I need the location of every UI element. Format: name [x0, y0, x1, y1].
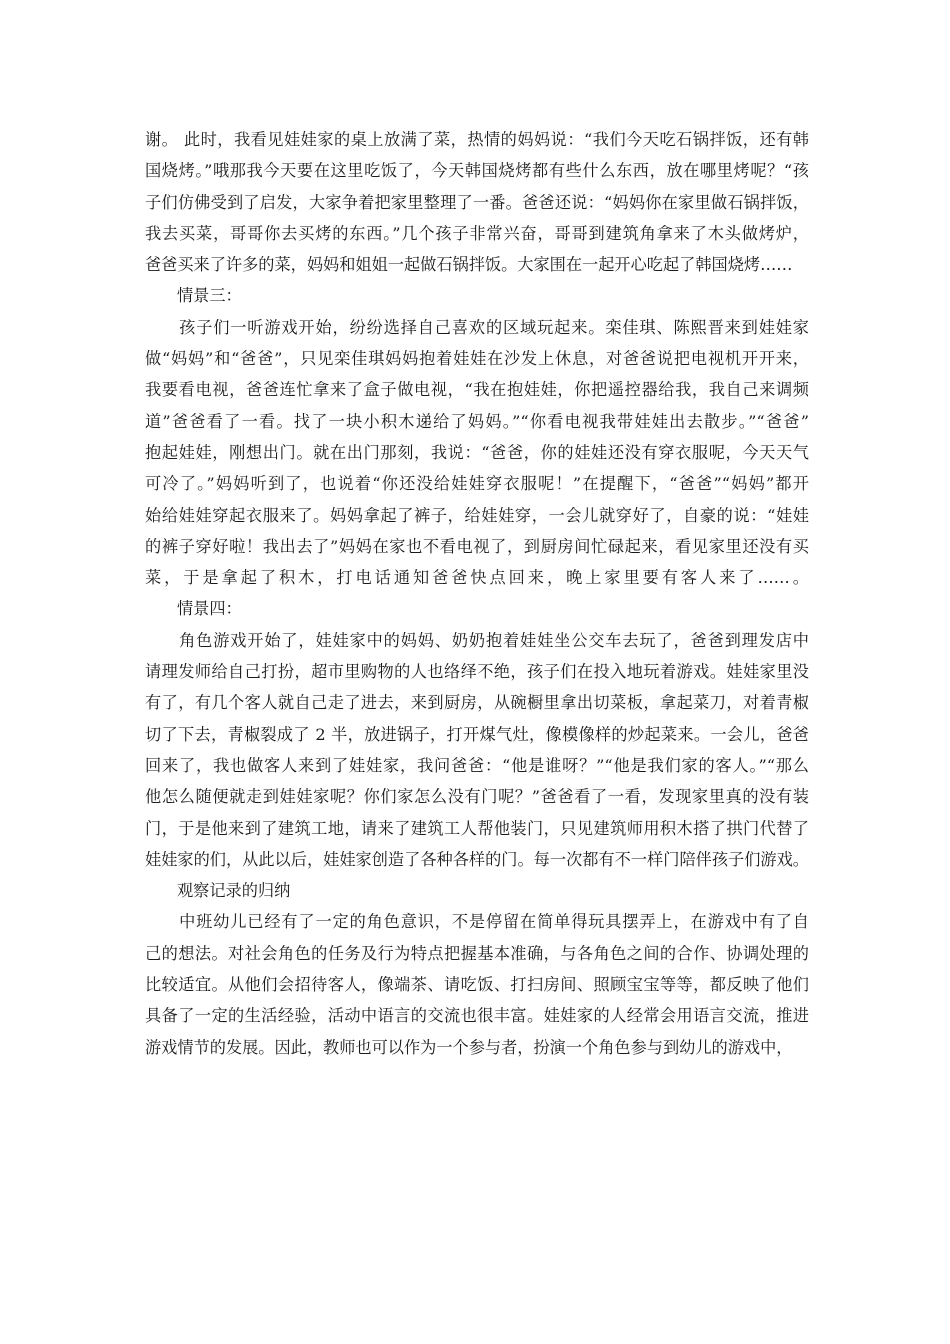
paragraph	[145, 124, 809, 280]
text-line: 我去买菜，哥哥你去买烤的东西。”几个孩子非常兴奋，哥哥到建筑角拿来了木头做烤炉，	[145, 223, 809, 243]
section-heading: 情景三：	[177, 286, 242, 306]
text-line: 游戏情节的发展。因此，教师也可以作为一个参与者，扮演一个角色参与到幼儿的游戏中，	[145, 1037, 793, 1057]
text-line: 请理发师给自己打扮，超市里购物的人也络绎不绝，孩子们在投入地玩着游戏。娃娃家里没	[145, 662, 809, 682]
text-line: 具备了一定的生活经验，活动中语言的交流也很丰富。娃娃家的人经常会用语言交流，推进	[145, 1006, 809, 1026]
text-line: 道”爸爸看了一看。找了一块小积木递给了妈妈。”“你看电视我带娃娃出去散步。”“爸爸”	[145, 411, 809, 431]
paragraph	[145, 312, 809, 594]
text-line: 爸爸买来了许多的菜，妈妈和姐姐一起做石锅拌饭。大家围在一起开心吃起了韩国烧烤……	[145, 255, 793, 275]
text-line: 己的想法。对社会角色的任务及行为特点把握基本准确，与各角色之间的合作、协调处理的	[145, 943, 809, 963]
text-line: 孩子们一听游戏开始，纷纷选择自己喜欢的区域玩起来。栾佳琪、陈熙晋来到娃娃家	[145, 317, 809, 337]
document-page	[145, 124, 809, 1063]
text-line: 的裤子穿好啦！我出去了”妈妈在家也不看电视了，到厨房间忙碌起来，看见家里还没有买	[145, 536, 809, 556]
text-line: 有了，有几个客人就自己走了进去，来到厨房，从碗橱里拿出切菜板，拿起菜刀，对着青椒	[145, 693, 809, 713]
text-line: 回来了，我也做客人来到了娃娃家，我问爸爸：“他是谁呀？”“他是我们家的客人。”“那么	[145, 755, 809, 775]
text-line: 我要看电视，爸爸连忙拿来了盒子做电视，“我在抱娃娃，你把遥控器给我，我自己来调频	[145, 380, 809, 400]
text-line: 国烧烤。”哦那我今天要在这里吃饭了，今天韩国烧烤都有些什么东西，放在哪里烤呢？“孩	[145, 161, 809, 181]
text-line: 中班幼儿已经有了一定的角色意识，不是停留在简单得玩具摆弄上，在游戏中有了自	[145, 912, 809, 932]
text-line: 娃娃家的们，从此以后，娃娃家创造了各种各样的门。每一次都有不一样门陪伴孩子们游戏。	[145, 849, 809, 869]
section-heading: 观察记录的归纳	[177, 881, 291, 901]
text-line: 可冷了。”妈妈听到了，也说着“你还没给娃娃穿衣服呢！”在提醒下，“爸爸”“妈妈”都开	[145, 474, 809, 494]
paragraph	[145, 906, 809, 1062]
text-line: 角色游戏开始了，娃娃家中的妈妈、奶奶抱着娃娃坐公交车去玩了，爸爸到理发店中	[145, 630, 809, 650]
paragraph	[145, 625, 809, 875]
text-line: 做“妈妈”和“爸爸”，只见栾佳琪妈妈抱着娃娃在沙发上休息，对爸爸说把电视机开开来，	[145, 349, 809, 369]
text-line: 谢。 此时，我看见娃娃家的桌上放满了菜，热情的妈妈说：“我们今天吃石锅拌饭，还有韩	[145, 130, 809, 149]
text-line: 门，于是他来到了建筑工地，请来了建筑工人帮他装门，只见建筑师用积木搭了拱门代替了	[145, 818, 809, 838]
text-line: 菜，于是拿起了积木，打电话通知爸爸快点回来，晚上家里要有客人来了……。	[145, 568, 809, 588]
section-heading: 情景四：	[177, 599, 242, 619]
text-line: 始给娃娃穿起衣服来了。妈妈拿起了裤子，给娃娃穿，一会儿就穿好了，自豪的说：“娃娃	[145, 505, 809, 525]
text-line: 切了下去，青椒裂成了 2 半，放进锅子，打开煤气灶，像模像样的炒起菜来。一会儿，爸爸	[145, 724, 809, 744]
text-line: 子们仿佛受到了启发，大家争着把家里整理了一番。爸爸还说：“妈妈你在家里做石锅拌饭，	[145, 192, 809, 212]
text-line: 抱起娃娃，刚想出门。就在出门那刻，我说：“爸爸，你的娃娃还没有穿衣服呢，今天天气	[145, 442, 809, 462]
text-line: 比较适宜。从他们会招待客人，像端茶、请吃饭、打扫房间、照顾宝宝等等，都反映了他们	[145, 975, 809, 995]
text-line: 他怎么随便就走到娃娃家呢？你们家怎么没有门呢？”爸爸看了一看，发现家里真的没有装	[145, 787, 809, 807]
